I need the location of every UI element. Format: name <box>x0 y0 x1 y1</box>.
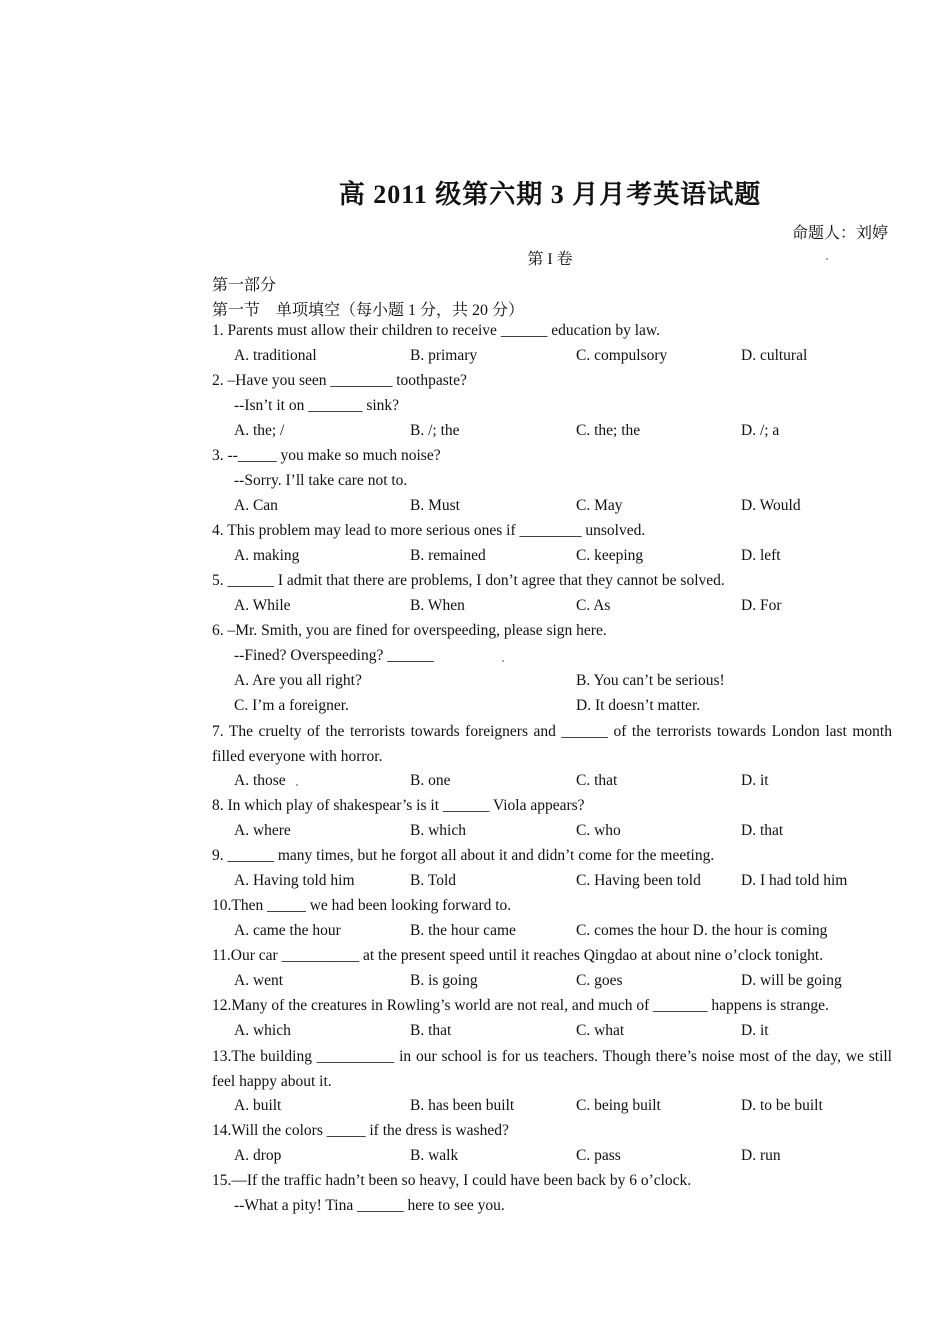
part-heading: 第一部分 <box>212 277 277 294</box>
question-stem: 4. This problem may lead to more serious ones if ________ unsolved. <box>212 522 646 539</box>
option-a: A. making <box>234 547 300 564</box>
option-c: C. As <box>576 597 611 614</box>
option-b: B. which <box>410 822 466 839</box>
option-c: C. pass <box>576 1147 621 1164</box>
option-b: B. remained <box>410 547 486 564</box>
exam-title: 高 2011 级第六期 3 月月考英语试题 <box>338 180 762 209</box>
question-stem: 6. –Mr. Smith, you are fined for overspeeding, please sign here. <box>212 622 607 639</box>
option-a: A. Having told him <box>234 872 355 889</box>
option-b: B. When <box>410 597 465 614</box>
question-stem: 13.The building __________ in our school is for us teachers. Though there’s noise most of the day, we still feel happy about it. <box>212 1048 892 1090</box>
question-stem: 7. The cruelty of the terrorists towards foreigners and ______ of the terrorists towards London last month filled everyone with horror. <box>212 723 892 765</box>
question-stem: 2. –Have you seen ________ toothpaste? <box>212 372 467 389</box>
question-stem: 11.Our car __________ at the present speed until it reaches Qingdao at about nine o’clock tonight. <box>212 947 824 964</box>
option-d: D. to be built <box>741 1097 823 1114</box>
option-c: C. what <box>576 1022 625 1039</box>
option-b: B. /; the <box>410 422 460 439</box>
option-d: D. cultural <box>741 347 808 364</box>
question-stem: 3. --_____ you make so much noise? <box>212 447 441 464</box>
option-a: A. While <box>234 597 291 614</box>
question-dialogue-line: --Isn’t it on _______ sink? <box>234 397 400 414</box>
option-c: C. Having been told <box>576 872 701 889</box>
question-stem: 12.Many of the creatures in Rowling’s world are not real, and much of _______ happens is strange. <box>212 997 829 1014</box>
author-line: 命题人：刘婷 <box>792 225 889 242</box>
option-d: D. will be going <box>741 972 842 989</box>
option-c: C. being built <box>576 1097 661 1114</box>
scan-speck <box>502 660 504 662</box>
option-a: A. drop <box>234 1147 282 1164</box>
option-a: A. the; / <box>234 422 285 439</box>
option-d: D. For <box>741 597 782 614</box>
option-d: D. left <box>741 547 781 564</box>
option-d: D. that <box>741 822 784 839</box>
question-stem: 9. ______ many times, but he forgot all about it and didn’t come for the meeting. <box>212 847 715 864</box>
option-b: B. that <box>410 1022 452 1039</box>
option-a: A. Are you all right? <box>234 672 362 689</box>
option-a: A. where <box>234 822 291 839</box>
option-c: C. that <box>576 772 618 789</box>
scan-speck <box>826 258 828 260</box>
option-c-d: C. comes the hour D. the hour is coming <box>576 922 828 939</box>
option-b: B. the hour came <box>410 922 516 939</box>
question-dialogue-line: --Fined? Overspeeding? ______ <box>234 647 434 664</box>
option-d: D. it <box>741 1022 769 1039</box>
option-a: A. went <box>234 972 284 989</box>
option-c: C. who <box>576 822 621 839</box>
option-b: B. has been built <box>410 1097 515 1114</box>
question-dialogue-line: --Sorry. I’ll take care not to. <box>234 472 408 489</box>
option-c: C. May <box>576 497 623 514</box>
option-b: B. one <box>410 772 451 789</box>
question-stem: 14.Will the colors _____ if the dress is washed? <box>212 1122 509 1139</box>
option-d: D. Would <box>741 497 801 514</box>
option-d: D. It doesn’t matter. <box>576 697 701 714</box>
option-b: B. is going <box>410 972 478 989</box>
option-a: A. came the hour <box>234 922 341 939</box>
question-dialogue-line: --What a pity! Tina ______ here to see you. <box>234 1197 505 1214</box>
question-stem: 1. Parents must allow their children to receive ______ education by law. <box>212 322 660 339</box>
option-a: A. Can <box>234 497 278 514</box>
option-b: B. Told <box>410 872 457 889</box>
option-c: C. the; the <box>576 422 641 439</box>
option-d: D. run <box>741 1147 781 1164</box>
option-a: A. those <box>234 772 286 789</box>
option-d: D. I had told him <box>741 872 848 889</box>
question-stem: 8. In which play of shakespear’s is it ______ Viola appears? <box>212 797 585 814</box>
option-c: C. keeping <box>576 547 644 564</box>
option-a: A. built <box>234 1097 282 1114</box>
option-d: D. it <box>741 772 769 789</box>
option-c: C. I’m a foreigner. <box>234 697 349 714</box>
option-b: B. You can’t be serious! <box>576 672 725 689</box>
volume-label: 第 I 卷 <box>527 251 573 268</box>
option-b: B. Must <box>410 497 460 514</box>
option-b: B. primary <box>410 347 478 364</box>
question-stem: 5. ______ I admit that there are problems, I don’t agree that they cannot be solved. <box>212 572 725 589</box>
scan-speck <box>296 784 298 786</box>
option-c: C. goes <box>576 972 623 989</box>
question-stem: 10.Then _____ we had been looking forward to. <box>212 897 512 914</box>
option-b: B. walk <box>410 1147 459 1164</box>
option-d: D. /; a <box>741 422 780 439</box>
section-heading: 第一节 单项填空（每小题 1 分，共 20 分） <box>212 302 525 319</box>
question-stem: 15.—If the traffic hadn’t been so heavy, I could have been back by 6 o’clock. <box>212 1172 692 1189</box>
option-a: A. which <box>234 1022 291 1039</box>
option-c: C. compulsory <box>576 347 668 364</box>
option-a: A. traditional <box>234 347 317 364</box>
